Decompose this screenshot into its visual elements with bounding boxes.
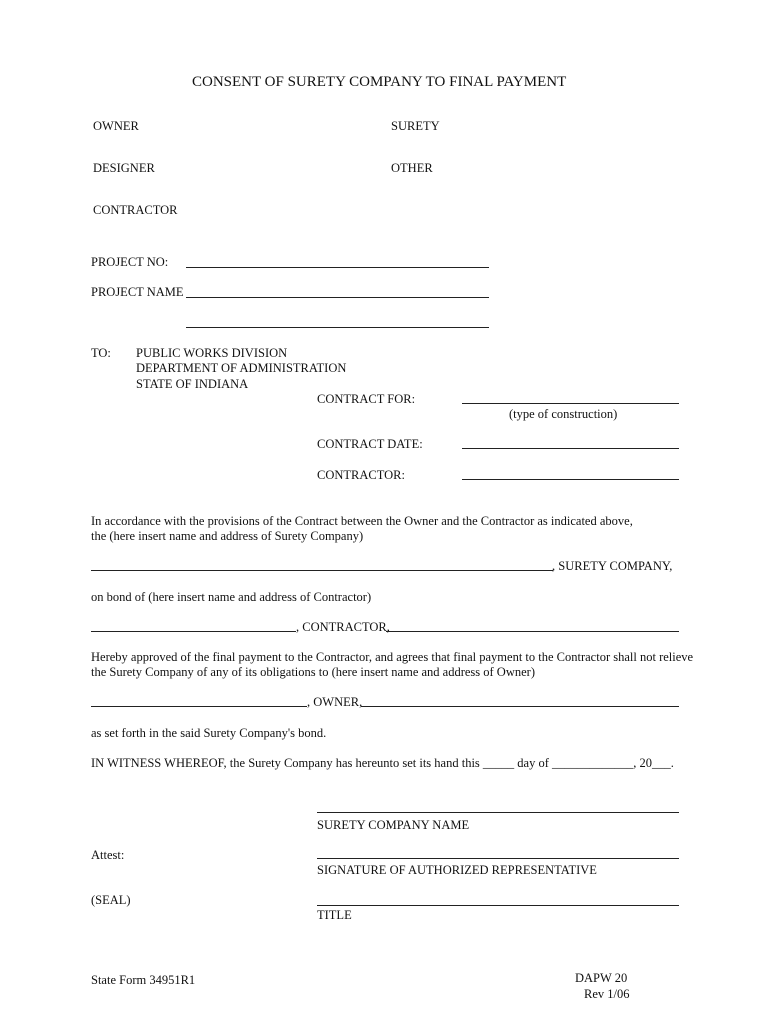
contractor-suffix: , CONTRACTOR,: [296, 620, 390, 634]
surety-name-line: [91, 570, 553, 571]
party-other-label: OTHER: [391, 161, 433, 175]
title-line: [317, 905, 679, 906]
party-surety-label: SURETY: [391, 119, 440, 133]
set-forth-text: as set forth in the said Surety Company's bond.: [91, 726, 327, 740]
project-name-line: [186, 297, 489, 298]
contract-for-label: CONTRACT FOR:: [317, 392, 416, 406]
to-line-state: STATE OF INDIANA: [136, 377, 249, 391]
contract-date-label: CONTRACT DATE:: [317, 437, 423, 451]
contract-date-line: [462, 448, 679, 449]
owner-name-line: [91, 706, 307, 707]
surety-company-name-line: [317, 812, 679, 813]
party-designer-label: DESIGNER: [93, 161, 155, 175]
attest-label: Attest:: [91, 848, 125, 862]
party-owner-label: OWNER: [93, 119, 139, 133]
footer-form-code: DAPW 20: [575, 971, 628, 985]
party-contractor-label: CONTRACTOR: [93, 203, 178, 217]
seal-label: (SEAL): [91, 893, 131, 907]
intro-text-1: In accordance with the provisions of the Contract between the Owner and the Contractor as indicated above,: [91, 514, 633, 528]
footer-revision: Rev 1/06: [584, 987, 630, 1001]
to-line-department: DEPARTMENT OF ADMINISTRATION: [136, 361, 347, 375]
footer-form-number: State Form 34951R1: [91, 973, 196, 987]
project-name-line-2: [186, 327, 489, 328]
to-label: TO:: [91, 346, 111, 360]
hereby-text-2: the Surety Company of any of its obligations to (here insert name and address of Owner): [91, 665, 535, 679]
owner-address-line: [361, 706, 679, 707]
contract-for-hint: (type of construction): [509, 407, 618, 421]
owner-suffix: , OWNER,: [307, 695, 363, 709]
bond-of-text: on bond of (here insert name and address of Contractor): [91, 590, 372, 604]
signature-label: SIGNATURE OF AUTHORIZED REPRESENTATIVE: [317, 863, 597, 877]
project-name-label: PROJECT NAME: [91, 285, 184, 299]
contractor-address-line: [386, 631, 679, 632]
to-line-division: PUBLIC WORKS DIVISION: [136, 346, 288, 360]
hereby-text-1: Hereby approved of the final payment to the Contractor, and agrees that final payment to the Contractor shall not relieve: [91, 650, 694, 664]
witness-text: IN WITNESS WHEREOF, the Surety Company has hereunto set its hand this _____ day of _____________, 20___.: [91, 756, 674, 770]
title-label: TITLE: [317, 908, 352, 922]
contractor-name-line: [91, 631, 296, 632]
contract-contractor-label: CONTRACTOR:: [317, 468, 405, 482]
intro-text-2: the (here insert name and address of Surety Company): [91, 529, 364, 543]
contract-for-line: [462, 403, 679, 404]
surety-company-name-label: SURETY COMPANY NAME: [317, 818, 470, 832]
surety-suffix: , SURETY COMPANY,: [552, 559, 673, 573]
contract-contractor-line: [462, 479, 679, 480]
project-no-label: PROJECT NO:: [91, 255, 169, 269]
signature-line: [317, 858, 679, 859]
form-title: CONSENT OF SURETY COMPANY TO FINAL PAYMENT: [192, 74, 567, 90]
project-no-line: [186, 267, 489, 268]
